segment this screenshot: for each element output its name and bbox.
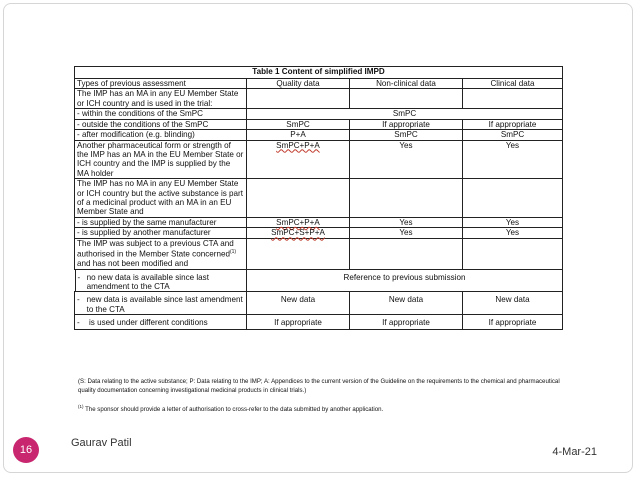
dash: - — [77, 318, 80, 328]
s4-r2-label-wrap — [77, 295, 244, 314]
cell-value: If appropriate — [463, 119, 563, 129]
cell-value: Yes — [463, 217, 563, 227]
header-clinical: Clinical data — [463, 79, 563, 89]
note-sponsor-text: The sponsor should provide a letter of authorisation to cross-refer to the data submitted by another application. — [83, 405, 384, 413]
s4-r1-label-cell — [75, 270, 247, 292]
note-sponsor — [78, 402, 568, 414]
cell-value-text: SmPC+P+A — [276, 140, 320, 150]
table-row — [75, 119, 563, 129]
cell-value: If appropriate — [247, 315, 350, 329]
table-title: Table 1 Content of simplified IMPD — [75, 67, 563, 79]
dash: - — [77, 272, 81, 282]
cell-value: Yes — [350, 228, 463, 238]
empty-cell — [350, 238, 463, 269]
s3-intro: The IMP has no MA in any EU Member State or ICH country but the active substance is part of a medicinal product with an MA in an EU Member State and — [75, 179, 247, 218]
s4-r2-label-cell — [75, 292, 247, 315]
s4-r3-label-cell — [75, 315, 247, 329]
empty-cell — [247, 238, 350, 269]
header-nonclinical: Non-clinical data — [350, 79, 463, 89]
author-name: Gaurav Patil — [71, 437, 132, 449]
table-row — [75, 140, 563, 179]
cell-value: If appropriate — [463, 315, 563, 329]
page-number-badge: 16 — [13, 437, 39, 463]
cell-value — [247, 140, 350, 179]
empty-cell — [350, 89, 463, 109]
empty-cell — [463, 179, 563, 218]
cell-value: Yes — [350, 140, 463, 179]
s4-intro-a: The IMP was subject to a previous CTA and authorised in the Member State concerned — [77, 238, 234, 259]
cell-value: If appropriate — [350, 315, 463, 329]
s1-after-label: - after modification (e.g. blinding) — [75, 130, 247, 140]
impd-content-table — [74, 66, 563, 330]
cell-value: SmPC — [350, 130, 463, 140]
s1-outside-label: - outside the conditions of the SmPC — [75, 119, 247, 129]
cell-value — [247, 228, 350, 238]
slide-date: 4-Mar-21 — [552, 446, 597, 458]
dash: - — [77, 295, 80, 305]
table-row — [75, 315, 563, 329]
cell-value: Yes — [463, 228, 563, 238]
table-row — [75, 228, 563, 238]
table-title-row — [75, 67, 563, 79]
s1-intro: The IMP has an MA in any EU Member State or ICH country and is used in the trial: — [75, 89, 247, 109]
cell-value: Yes — [350, 217, 463, 227]
s1-within-value: SmPC — [247, 109, 563, 119]
table-row — [75, 179, 563, 218]
header-types: Types of previous assessment — [75, 79, 247, 89]
cell-value: P+A — [247, 130, 350, 140]
s3-same-label: - is supplied by the same manufacturer — [75, 217, 247, 227]
footnote-marker: (1) — [78, 403, 84, 409]
s4-r1-label: no new data is available since last amendment to the CTA — [86, 272, 209, 291]
empty-cell — [247, 179, 350, 218]
table-row — [75, 89, 563, 109]
empty-cell — [463, 238, 563, 269]
cell-value: SmPC — [247, 119, 350, 129]
cell-value: New data — [350, 292, 463, 315]
cell-value — [247, 217, 350, 227]
table-notes — [78, 377, 568, 414]
empty-cell — [350, 179, 463, 218]
cell-value: If appropriate — [350, 119, 463, 129]
s2-label: Another pharmaceutical form or strength of the IMP has an MA in the EU Member State or ICH country and the IMP is supplied by the MA holder — [75, 140, 247, 179]
table-row — [75, 217, 563, 227]
cell-value: New data — [247, 292, 350, 315]
s4-intro — [75, 238, 247, 269]
empty-cell — [247, 89, 350, 109]
cell-value: New data — [463, 292, 563, 315]
header-quality: Quality data — [247, 79, 350, 89]
empty-cell — [463, 89, 563, 109]
s4-r2-label: new data is available since last amendment to the CTA — [86, 295, 243, 314]
table-row — [75, 292, 563, 315]
s4-r3-label-wrap — [77, 318, 244, 327]
s4-r1-value: Reference to previous submission — [247, 269, 563, 292]
table-row — [75, 269, 563, 292]
table-header-row — [75, 79, 563, 89]
table-row — [75, 130, 563, 140]
cell-value: Yes — [463, 140, 563, 179]
cell-value-text: SmPC+P+A — [276, 217, 320, 227]
impd-table-container — [74, 66, 562, 330]
s3-another-label: - is supplied by another manufacturer — [75, 228, 247, 238]
s1-within-label: - within the conditions of the SmPC — [75, 109, 247, 119]
footnote-marker: (1) — [229, 249, 237, 256]
s4-r3-label: is used under different conditions — [89, 318, 208, 328]
table-row — [75, 109, 563, 119]
cell-value-text: SmPC+S+P+A — [271, 228, 325, 238]
s4-intro-b: and has not been modified and — [77, 259, 189, 269]
note-abbreviations: (S: Data relating to the active substance; P: Data relating to the IMP; A: Appendices to the current version of the Guideline on the requirements to the chemical and pharmaceutical quality documentation concerning investigational medicinal products in clinical trials.) — [78, 378, 560, 395]
table-row — [75, 238, 563, 269]
cell-value: SmPC — [463, 130, 563, 140]
